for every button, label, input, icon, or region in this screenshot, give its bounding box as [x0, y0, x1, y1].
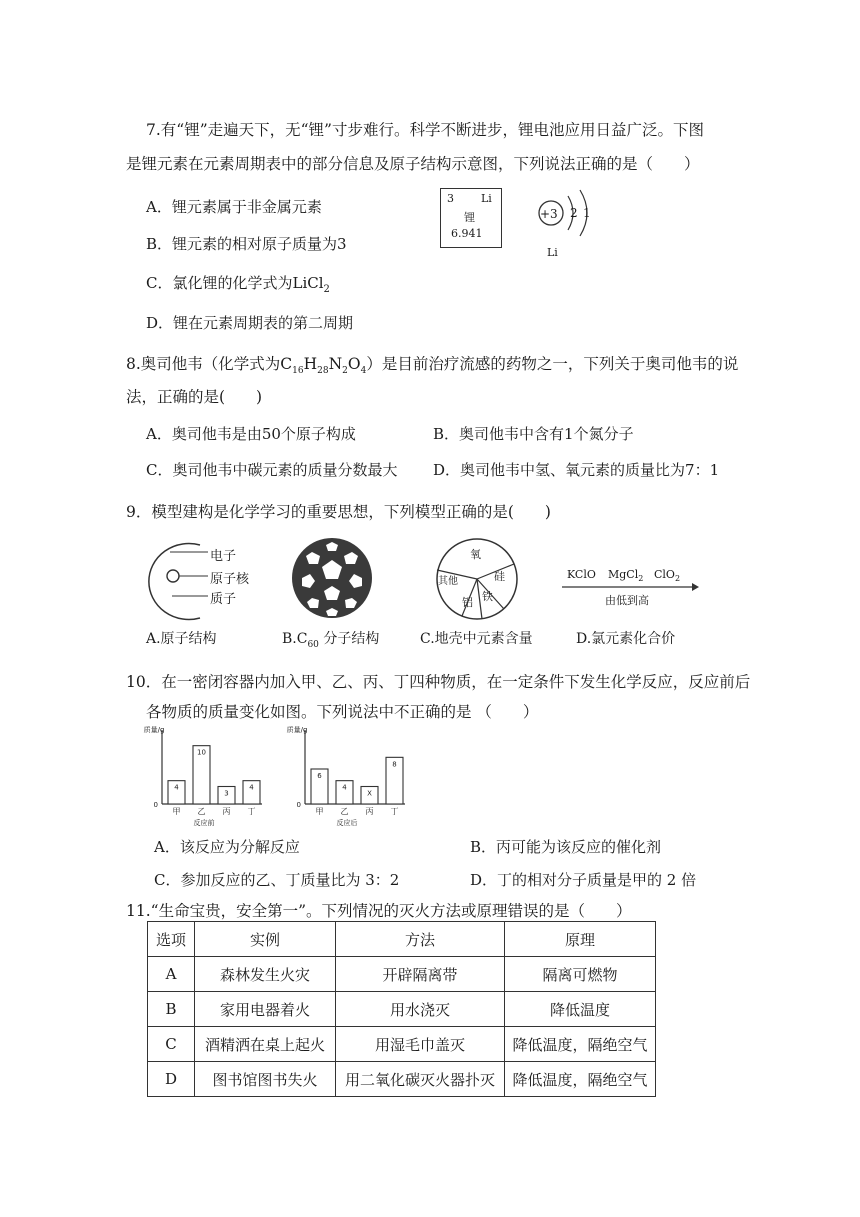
table-cell: 隔离可燃物 — [505, 957, 656, 992]
table-row — [148, 1027, 656, 1062]
chart-before-reaction — [140, 726, 275, 828]
q10-option-c: C．参加反应的乙、丁质量比为 3：2 — [154, 871, 400, 889]
header-example: 实例 — [195, 922, 336, 957]
table-cell: B — [148, 992, 195, 1027]
table-cell: 图书馆图书失火 — [195, 1062, 336, 1097]
q8-option-a: A．奥司他韦是由50个原子构成 — [146, 425, 356, 443]
table-cell: 家用电器着火 — [195, 992, 336, 1027]
periodic-table-card — [440, 188, 502, 248]
bar-data-label: 6 — [317, 772, 322, 780]
q9-caption-a: A.原子结构 — [146, 631, 217, 647]
table-cell: 降低温度，隔绝空气 — [505, 1027, 656, 1062]
origin-tick-label: 0 — [153, 801, 158, 809]
header-principle: 原理 — [505, 922, 656, 957]
q9-caption-b: $B.C_{60}$ 分子结构 — [282, 631, 380, 650]
shell-1-electrons: 2 — [570, 206, 578, 220]
origin-tick-label: 0 — [296, 801, 301, 809]
q7-option-b: B．锂元素的相对原子质量为3 — [146, 235, 347, 253]
fire-methods-table — [147, 921, 656, 1097]
pie-label-iron: 铁 — [482, 590, 493, 603]
q9-caption-c: C.地壳中元素含量 — [420, 631, 533, 647]
q8-option-d: D．奥司他韦中氢、氧元素的质量比为7：1 — [433, 461, 720, 479]
valence-kclo: KClO — [567, 568, 596, 581]
q10-stem-line1: 10．在一密闭容器内加入甲、乙、丙、丁四种物质，在一定条件下发生化学反应，反应前后 — [126, 673, 751, 691]
nucleus-charge: +3 — [540, 207, 558, 221]
category-tick-label: 丁 — [390, 807, 399, 816]
y-axis-label: 质量/g — [143, 726, 165, 734]
atomic-mass: 6.941 — [451, 227, 483, 240]
q10-stem-line2: 各物质的质量变化如图。下列说法中不正确的是 （ ） — [146, 703, 539, 721]
category-tick-label: 丁 — [247, 807, 256, 816]
valence-mgcl2: MgCl$_2$ — [608, 568, 644, 584]
category-tick-label: 丙 — [222, 807, 231, 816]
c60-molecule-diagram — [288, 534, 376, 622]
q8-option-c: C．奥司他韦中碳元素的质量分数最大 — [146, 461, 398, 479]
q10-option-a: A．该反应为分解反应 — [154, 838, 300, 856]
table-cell: D — [148, 1062, 195, 1097]
atom-label-electron: 电子 — [210, 549, 237, 564]
table-cell: 降低温度 — [505, 992, 656, 1027]
category-tick-label: 乙 — [197, 807, 206, 816]
q8-stem-line2: 法，正确的是( ) — [126, 388, 263, 406]
bar-data-label: 3 — [224, 789, 229, 798]
pie-label-silicon: 硅 — [494, 570, 505, 583]
category-tick-label: 甲 — [172, 807, 181, 816]
bar-data-label: X — [367, 789, 372, 798]
q10-option-d: D．丁的相对分子质量是甲的 2 倍 — [470, 871, 697, 889]
table-row — [148, 1062, 656, 1097]
category-tick-label: 丙 — [365, 807, 374, 816]
element-symbol: Li — [481, 192, 492, 205]
header-method: 方法 — [336, 922, 505, 957]
atom-label-nucleus: 原子核 — [210, 572, 250, 587]
bar-data-label: 10 — [197, 748, 206, 757]
bar-data-label: 4 — [249, 783, 254, 792]
q9-caption-d: D.氯元素化合价 — [576, 631, 676, 647]
bar-data-label: 4 — [174, 783, 179, 792]
table-cell: C — [148, 1027, 195, 1062]
pie-label-oxygen: 氧 — [470, 548, 481, 561]
pie-label-aluminum: 铝 — [462, 596, 473, 609]
category-tick-label: 甲 — [315, 807, 324, 816]
q7-stem-line2: 是锂元素在元素周期表中的部分信息及原子结构示意图，下列说法正确的是（ ） — [126, 155, 700, 173]
q11-stem: 11.“生命宝贵，安全第一”。下列情况的灭火方法或原理错误的是（ ） — [126, 902, 632, 920]
bar-data-label: 8 — [392, 760, 397, 769]
q8-option-b: B．奥司他韦中含有1个氮分子 — [433, 425, 634, 443]
bar-data-label: 4 — [342, 783, 347, 792]
table-cell: 用二氧化碳灭火器扑灭 — [336, 1062, 505, 1097]
pie-label-other: 其他 — [438, 576, 458, 587]
category-tick-label: 乙 — [340, 807, 349, 816]
y-axis-label: 质量/g — [286, 726, 308, 734]
atomic-number: 3 — [447, 192, 454, 205]
chart-title: 反应后 — [336, 819, 358, 827]
q7-option-c: C．氯化锂的化学式为LiCl$_2$ — [146, 274, 330, 295]
q7-option-d: D．锂在元素周期表的第二周期 — [146, 314, 354, 332]
q7-option-a: A．锂元素属于非金属元素 — [146, 198, 322, 216]
chart-after-reaction — [283, 726, 418, 828]
q10-option-b: B．丙可能为该反应的催化剂 — [470, 838, 662, 856]
table-row — [148, 992, 656, 1027]
atom-label: Li — [547, 246, 558, 259]
element-name: 锂 — [464, 211, 475, 224]
table-cell: 酒精洒在桌上起火 — [195, 1027, 336, 1062]
valence-arrow — [560, 582, 700, 592]
table-cell: 用湿毛巾盖灭 — [336, 1027, 505, 1062]
header-option: 选项 — [148, 922, 195, 957]
lithium-atom-diagram — [528, 184, 608, 264]
table-cell: 森林发生火灾 — [195, 957, 336, 992]
valence-clo2: ClO$_2$ — [654, 568, 681, 584]
q9-stem: 9．模型建构是化学学习的重要思想，下列模型正确的是( ) — [126, 503, 551, 521]
shell-2-electrons: 1 — [583, 206, 591, 220]
table-cell: 开辟隔离带 — [336, 957, 505, 992]
q8-stem-line1: 8.奥司他韦（化学式为$C_{16}H_{28}N_2O_4$）是目前治疗流感的药物之一，下列关于奥司他韦的说 — [126, 355, 739, 377]
atom-label-proton: 质子 — [210, 592, 237, 607]
table-row — [148, 957, 656, 992]
table-cell: 用水浇灭 — [336, 992, 505, 1027]
valence-order-label: 由低到高 — [605, 594, 649, 607]
chart-title: 反应前 — [193, 819, 215, 827]
table-cell: A — [148, 957, 195, 992]
q7-stem-line1: 7.有“锂”走遍天下，无“锂”寸步难行。科学不断进步，锂电池应用日益广泛。下图 — [146, 121, 704, 139]
table-header-row — [148, 922, 656, 957]
table-cell: 降低温度，隔绝空气 — [505, 1062, 656, 1097]
